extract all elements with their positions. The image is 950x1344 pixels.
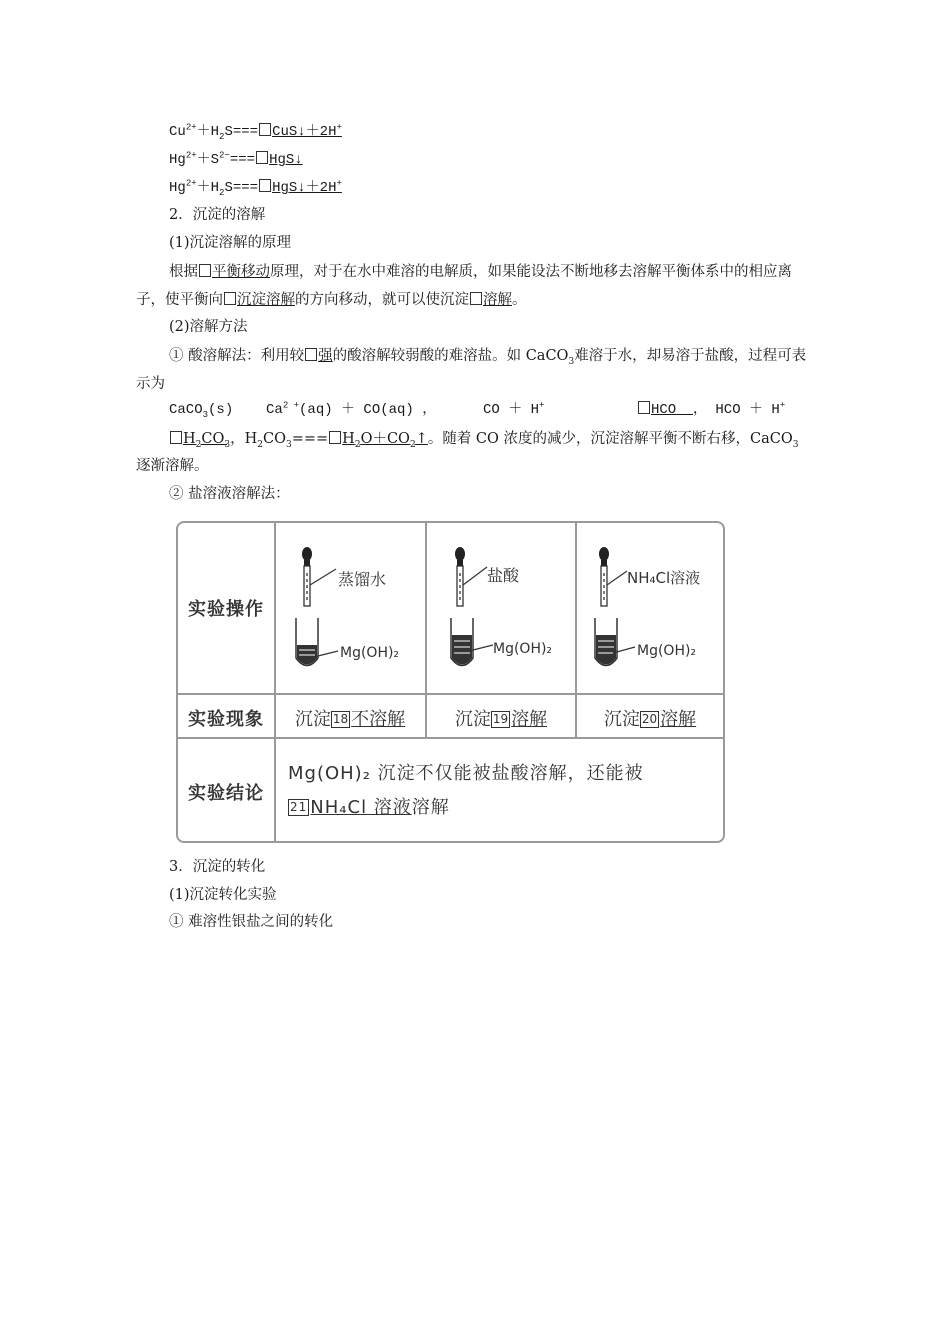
section-3-title: 3．沉淀的转化 [169,859,266,875]
answer-box-icon [259,179,271,192]
section-2-sub1: (1)沉淀溶解的原理 [169,235,292,251]
phenomenon-2: 沉淀 19 溶解 [454,709,548,730]
section-2-sub2: (2)溶解方法 [169,319,248,335]
solid-label-1: Mg(OH)₂ [340,645,400,661]
answer-box-icon [638,401,650,414]
reaction-caco3: CaCO$_3$(s) [169,402,234,420]
answer-box-icon [329,431,341,444]
experiment-2-diagram [427,523,575,693]
solid-label-2: Mg(OH)₂ [493,641,553,657]
equation-hg-s: $Hg^{2+}+S^{2-}===$ HgS↓ [169,150,303,168]
salt-method-title: ② 盐溶液溶解法： [169,486,290,502]
acid-method-paragraph: ① 酸溶解法：利用较 强的酸溶解较弱酸的难溶盐。如 CaCO$_3$难溶于水，却易溶于盐酸，过程可表示为 [136,348,807,392]
row-header-phenomenon: 实验现象 [188,709,264,730]
reaction-hco-blank: HCO [637,400,693,420]
row-header-operation: 实验操作 [188,599,264,620]
conclusion-text: Mg(OH)₂ 沉淀不仅能被盐酸溶解，还能被 21 NH₄Cl 溶液溶解 [288,763,644,818]
section-3-sub1: (1)沉淀转化实验 [169,887,277,903]
experiment-1-diagram [276,523,424,693]
answer-box-icon [199,264,211,277]
equation-hg-h2s: $Hg^{2+}+H_2S===$ HgS↓＋2H+ [169,178,342,198]
answer-box-icon [170,431,182,444]
dropper-tube-icon [427,523,575,693]
answer-box-icon [256,151,268,164]
solid-label-3: Mg(OH)₂ [637,643,697,659]
section-2-title: 2．沉淀的溶解 [169,207,266,223]
section-3-item1: ① 难溶性银盐之间的转化 [169,914,334,930]
equation-cu-h2s: $Cu^{2+}+H_2S===$ CuS↓＋2H+ [169,122,342,142]
experiment-table [176,521,725,843]
dropper-tube-icon [577,523,723,693]
reaction-ca-ion: $Ca^{2 +}(aq) + CO(aq)$ ， [266,400,437,418]
experiment-3-diagram [577,523,723,693]
row-header-conclusion: 实验结论 [188,783,264,804]
phenomenon-3: 沉淀 20 溶解 [603,709,697,730]
answer-box-icon [224,292,236,305]
reaction-h2co3-line: $H_2CO_3$，$H_2CO_3===$ $H_2O+CO_2↑$。随着 CO 浓度的减少，沉淀溶解平衡不断右移，CaCO$_3$ [169,429,798,449]
principle-paragraph: 根据 平衡移动原理，对于在水中难溶的电解质，如果能设法不断地移去溶解平衡体系中的相应离子，使平衡向 沉淀溶解的方向移动，就可以使沉淀 溶解。 [136,264,792,308]
answer-box-icon [470,292,482,305]
reagent-label-3: NH₄Cl溶液 [627,569,701,587]
reagent-label-1: 蒸馏水 [338,570,387,589]
answer-box-icon [259,123,271,136]
reagent-label-2: 盐酸 [487,566,520,585]
reaction-line-end: 逐渐溶解。 [136,458,209,474]
phenomenon-1: 沉淀 18 不溶解 [294,709,406,730]
dropper-tube-icon [276,523,424,693]
reaction-co-h: CO ＋ H+ [483,400,545,418]
reaction-hco-h: ， HCO ＋ H+ [693,400,786,418]
answer-box-icon [305,348,317,361]
